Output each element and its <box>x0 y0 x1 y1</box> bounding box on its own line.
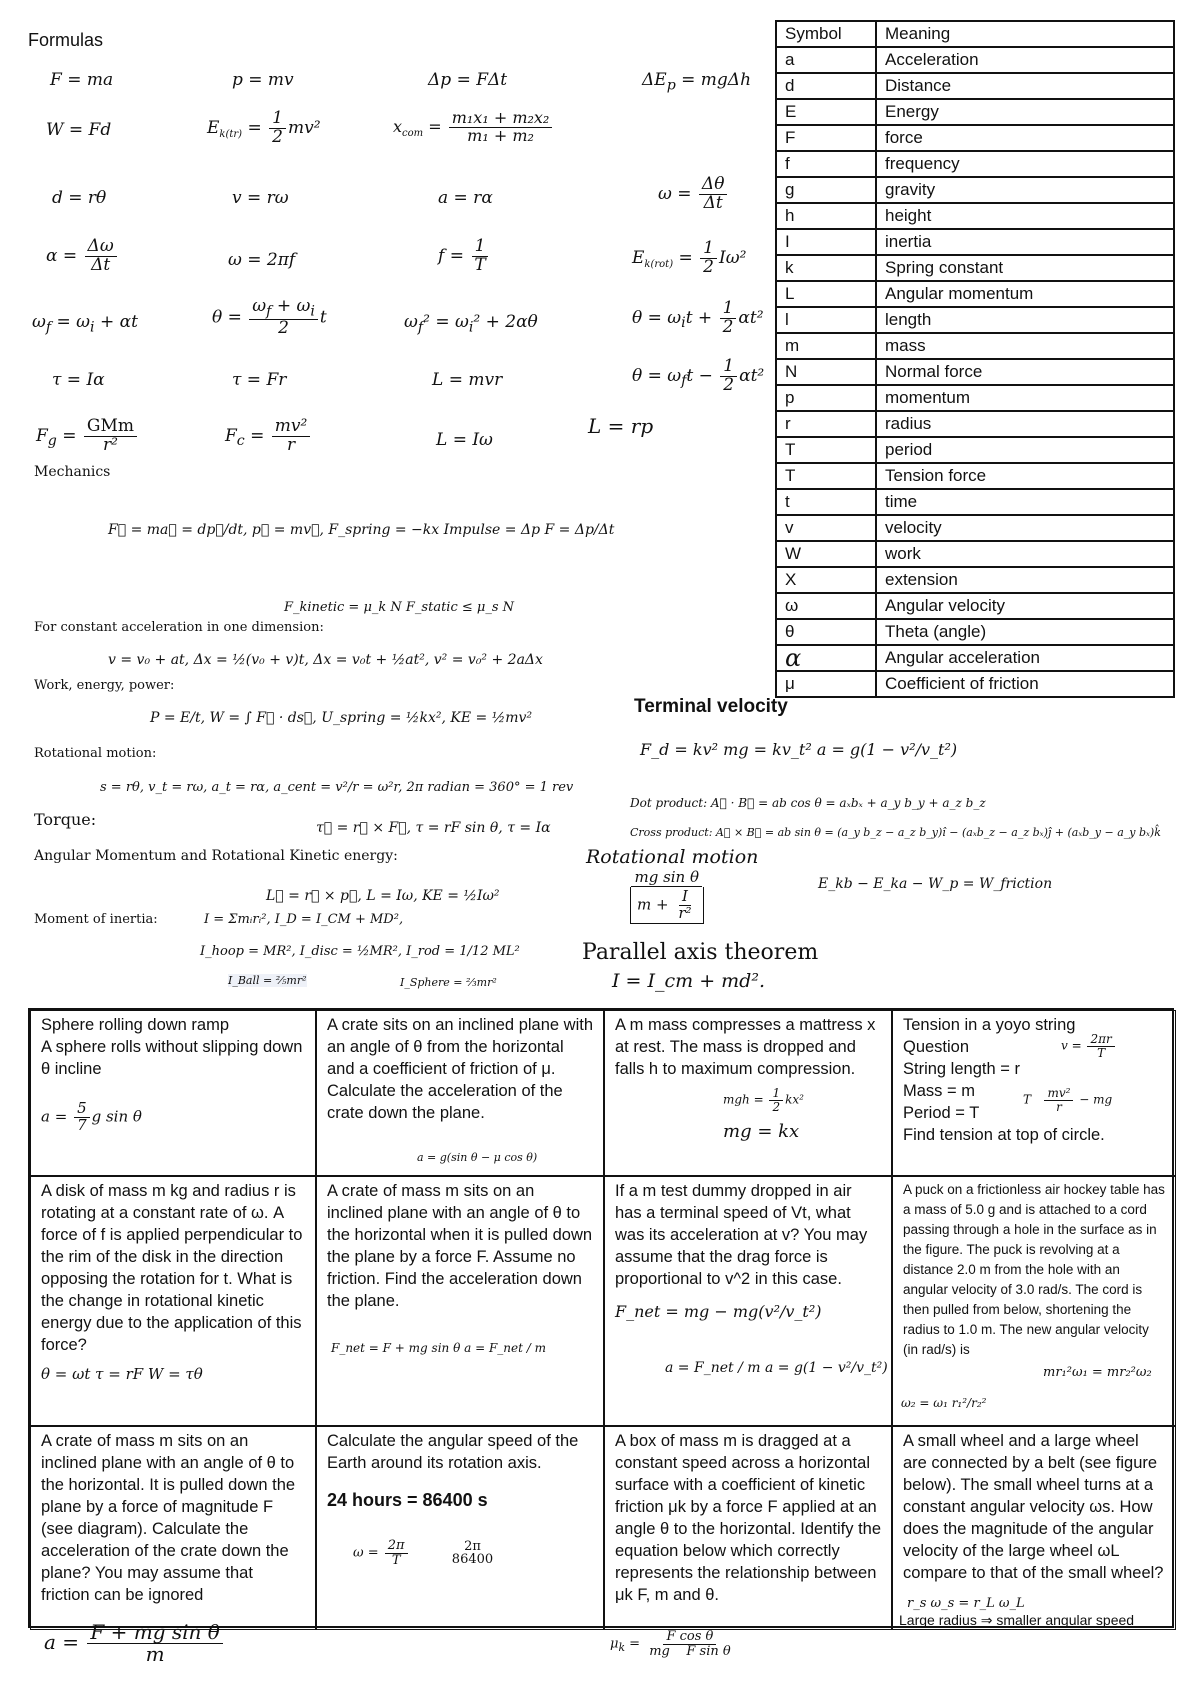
formula-omega-squared: $\omega_f^2 = \omega_i^2 + 2\alpha\theta$ <box>404 312 538 336</box>
meaning-cell: Coefficient of friction <box>876 671 1174 697</box>
symbol-row <box>776 671 1174 697</box>
problem-text: A small wheel and a large wheel are connected by a belt (see figure below). The small wheel turns at a constant angular velocity ωs. How does the magnitude of the angular velocity of the large wheel ωL compare to that of the small wheel? <box>903 1432 1164 1582</box>
problem-terminal-dummy <box>604 1176 892 1426</box>
meaning-cell: work <box>876 541 1174 567</box>
formula-rotational-ke: $E_{k(rot)}$ = $\frac{1}{2}$ Iω² <box>632 238 747 277</box>
meaning-cell: Energy <box>876 99 1174 125</box>
rotational-motion-heading: Rotational motion: <box>34 746 157 761</box>
formula-theta-average: θ = $\frac{\omega_f + \omega_i}{2}$ t <box>212 296 327 339</box>
meaning-cell: time <box>876 489 1174 515</box>
formula-gravitation: $F_g$ = $\frac{\text{GMm}}{\text{r²}}$ <box>36 418 139 455</box>
symbol-cell: k <box>776 255 876 281</box>
torque-heading: Torque: <box>34 810 97 829</box>
formula-kinetic-energy: $E_{k(tr)}$ = $\frac{1}{2}$ mv² <box>207 108 321 147</box>
meaning-cell: extension <box>876 567 1174 593</box>
problem-text: A disk of mass m kg and radius r is rotating at a constant rate of ω. A force of f is applied perpendicular to the rim of the disk in the direction opposing the rotation for t. What is the change in rotational kinetic energy due to the application of this force? <box>41 1182 303 1354</box>
header-meaning: Meaning <box>876 21 1174 47</box>
problem-text: A m mass compresses a mattress x at rest. The mass is dropped and falls h to maximum compression. <box>615 1016 876 1078</box>
problem-text: A puck on a frictionless air hockey table has a mass of 5.0 g and is attached to a cord passing through a hole in the surface as in the figure. The puck is revolving at a distance 2.0 m from the hole with an angular velocity of 3.0 rad/s. The cord is then pulled from below, shortening the radius to 1.0 m. The new angular velocity (in rad/s) is <box>903 1182 1165 1357</box>
formula-work: W = Fd <box>46 120 112 140</box>
symbol-row <box>776 359 1174 385</box>
formula-omega-frequency: ω = 2πf <box>228 250 296 270</box>
formula-angular-momentum-iw: L = Iω <box>436 430 493 450</box>
symbol-cell: v <box>776 515 876 541</box>
problem-equation-result: ω₂ = ω₁ r₁²/r₂² <box>901 1396 987 1410</box>
mechanics-line-inertia-shapes: I_hoop = MR², I_disc = ½MR², I_rod = 1/12 ML² <box>200 944 520 959</box>
meaning-cell: Normal force <box>876 359 1174 385</box>
meaning-cell: Spring constant <box>876 255 1174 281</box>
meaning-cell: mass <box>876 333 1174 359</box>
formula-tangential-accel: a = rα <box>438 188 493 208</box>
symbol-cell: N <box>776 359 876 385</box>
symbol-row <box>776 437 1174 463</box>
rotational-motion-equation: mg sin θ m + $\frac{I}{\text{r²}}$ <box>628 870 706 924</box>
symbol-row <box>776 385 1174 411</box>
problem-note: Large radius ⇒ smaller angular speed <box>899 1612 1135 1628</box>
symbol-row <box>776 177 1174 203</box>
box-dragged-equation: $\mu_k$ = $\frac{\text{F cos θ}}{\text{mg F sin θ}}$ <box>610 1629 731 1659</box>
work-energy-friction-equation: E_kb − E_ka − W_p = W_friction <box>818 876 1053 892</box>
problem-equation: ω = $\frac{2\pi}{T}$ 2π 86400 <box>353 1538 494 1568</box>
symbol-row <box>776 125 1174 151</box>
work-energy-heading: Work, energy, power: <box>34 678 175 693</box>
crate-incline-equation: a = $\frac{\text{F + mg sin θ}}{m}$ <box>44 1622 225 1665</box>
problem-mattress <box>604 1010 892 1176</box>
problem-text: A crate of mass m sits on an inclined plane with an angle of θ to the horizontal. It is pulled down the plane by a force of magnitude F (see diagram). Calculate the acceleration of the crate down the plane? You may assume that friction can be ignored <box>41 1432 296 1604</box>
symbol-row <box>776 281 1174 307</box>
mechanics-line-kinematics: v = v₀ + at, Δx = ½(v₀ + v)t, Δx = v₀t + ½at², v² = v₀² + 2aΔx <box>108 652 543 668</box>
mechanics-line-forces: F⃗ = ma⃗ = dp⃗/dt, p⃗ = mv⃗, F_spring = −kx Impulse = Δp F = Δp/Δt <box>108 522 615 538</box>
symbol-row <box>776 229 1174 255</box>
symbol-cell: E <box>776 99 876 125</box>
problem-crate-pulled <box>316 1176 604 1426</box>
meaning-cell: Distance <box>876 73 1174 99</box>
meaning-cell: inertia <box>876 229 1174 255</box>
problem-grid <box>28 1008 1174 1628</box>
formula-frequency-period: f = $\frac{1}{T}$ <box>438 238 491 275</box>
symbol-cell: α <box>776 645 876 671</box>
dot-product: Dot product: A⃗ · B⃗ = ab cos θ = aₓbₓ + a_y b_y + a_z b_z <box>630 796 986 810</box>
angular-momentum-heading: Angular Momentum and Rotational Kinetic energy: <box>34 848 398 864</box>
meaning-cell: gravity <box>876 177 1174 203</box>
problem-belt-wheels <box>892 1426 1176 1630</box>
problem-text: A crate of mass m sits on an inclined plane with an angle of θ to the horizontal when it is pulled down the plane by a force F. Assume no friction. Find the acceleration down the plane. <box>327 1182 593 1310</box>
problem-text: Sphere rolling down ramp A sphere rolls without slipping down θ incline <box>41 1016 303 1078</box>
header-symbol: Symbol <box>776 21 876 47</box>
problem-text: A crate sits on an inclined plane with an angle of θ from the horizontal and a coefficient of friction of μ. Calculate the acceleration of the crate down the plane. <box>327 1016 593 1122</box>
symbol-cell: X <box>776 567 876 593</box>
problem-equation: a = $\frac{5}{7}$ g sin θ <box>41 1099 142 1134</box>
problem-equation: θ = ωt τ = rF W = τθ <box>41 1365 203 1383</box>
meaning-cell: radius <box>876 411 1174 437</box>
problem-text: Tension in a yoyo string Question String length = r Mass = m Period = T Find tension at top of circle. <box>903 1016 1105 1144</box>
formula-theta-final: $\theta = \omega_ft$ − $\frac{1}{2}$ αt² <box>632 356 765 395</box>
const-accel-heading: For constant acceleration in one dimension: <box>34 620 324 635</box>
symbol-cell: θ <box>776 619 876 645</box>
meaning-cell: height <box>876 203 1174 229</box>
symbol-row <box>776 411 1174 437</box>
formula-omega-final: $\omega_f = \omega_i + \alpha t$ <box>32 312 138 336</box>
mechanics-line-friction: F_kinetic = μ_k N F_static ≤ μ_s N <box>284 600 515 615</box>
formula-torque-inertia: τ = Iα <box>52 370 105 390</box>
problem-text: Calculate the angular speed of the Earth around its rotation axis. <box>327 1432 579 1472</box>
terminal-velocity-equations: F_d = kv² mg = kv_t² a = g(1 − v²/v_t²) <box>640 740 958 759</box>
formula-newton-second: F = ma <box>50 70 114 90</box>
mechanics-line-torque: τ⃗ = r⃗ × F⃗, τ = rF sin θ, τ = Iα <box>316 820 551 836</box>
symbol-cell: r <box>776 411 876 437</box>
symbol-table <box>775 20 1175 698</box>
symbol-cell: h <box>776 203 876 229</box>
meaning-cell: Angular momentum <box>876 281 1174 307</box>
symbol-cell: l <box>776 307 876 333</box>
symbol-row <box>776 255 1174 281</box>
mechanics-line-inertia: I = Σmᵢrᵢ², I_D = I_CM + MD², <box>204 912 404 927</box>
symbol-row <box>776 73 1174 99</box>
symbol-row <box>776 203 1174 229</box>
meaning-cell: period <box>876 437 1174 463</box>
problem-equation-conservation: mr₁²ω₁ = mr₂²ω₂ <box>1043 1365 1152 1380</box>
formula-impulse: Δp = FΔt <box>428 70 508 90</box>
symbol-row <box>776 645 1174 671</box>
formula-angular-momentum-mvr: L = mvr <box>432 370 503 390</box>
meaning-cell: Theta (angle) <box>876 619 1174 645</box>
problem-air-hockey <box>892 1176 1176 1426</box>
formula-angular-accel: α = $\frac{\Delta\omega}{\Delta t}$ <box>46 238 119 275</box>
symbol-cell: W <box>776 541 876 567</box>
problem-crate-friction <box>316 1010 604 1176</box>
moment-of-inertia-heading: Moment of inertia: <box>34 912 158 927</box>
symbol-cell: d <box>776 73 876 99</box>
formula-angular-momentum-rp: L = rp <box>588 414 654 438</box>
symbol-cell: T <box>776 437 876 463</box>
terminal-velocity-heading: Terminal velocity <box>634 696 788 717</box>
formula-tangential-speed: v = rω <box>232 188 289 208</box>
problem-crate-incline-force <box>30 1426 316 1630</box>
inertia-sphere: I_Sphere = ⅔mr² <box>400 976 497 989</box>
mechanics-heading: Mechanics <box>34 464 111 480</box>
symbol-cell: T <box>776 463 876 489</box>
meaning-cell: Angular acceleration <box>876 645 1174 671</box>
meaning-cell: velocity <box>876 515 1174 541</box>
problem-equation-speed: v = $\frac{2\pi r}{T}$ <box>1061 1033 1117 1059</box>
symbol-cell: L <box>776 281 876 307</box>
formula-momentum: p = mv <box>232 70 294 90</box>
meaning-cell: Acceleration <box>876 47 1174 73</box>
problem-disk-torque <box>30 1176 316 1426</box>
symbol-cell: ω <box>776 593 876 619</box>
formulas-heading: Formulas <box>28 30 104 50</box>
formula-torque-force: τ = Fr <box>232 370 287 390</box>
formula-potential-energy: $\Delta E_p = mg\Delta h$ <box>642 70 752 94</box>
symbol-cell: a <box>776 47 876 73</box>
symbol-row <box>776 99 1174 125</box>
symbol-row <box>776 515 1174 541</box>
symbol-cell: g <box>776 177 876 203</box>
symbol-cell: f <box>776 151 876 177</box>
problem-equation: a = g(sin θ − μ cos θ) <box>417 1151 538 1164</box>
problem-box-dragged <box>604 1426 892 1630</box>
symbol-cell: μ <box>776 671 876 697</box>
symbol-cell: F <box>776 125 876 151</box>
symbol-table-header <box>776 21 1174 47</box>
problem-equation-force: mg = kx <box>723 1121 800 1142</box>
symbol-row <box>776 333 1174 359</box>
meaning-cell: Tension force <box>876 463 1174 489</box>
problem-earth-angular-speed <box>316 1426 604 1630</box>
meaning-cell: length <box>876 307 1174 333</box>
problem-equation-net: F_net = mg − mg(v²/v_t²) <box>615 1302 822 1321</box>
symbol-row <box>776 489 1174 515</box>
formula-theta-initial: $\theta = \omega_it$ + $\frac{1}{2}$ αt² <box>632 298 764 337</box>
symbol-row <box>776 47 1174 73</box>
problem-text: A box of mass m is dragged at a constant speed across a horizontal surface with a coefficient of kinetic friction μk by a force F applied at an angle θ to the horizontal. Identify the equation below which correctly represents the relationship between μk F, m and θ. <box>615 1432 882 1604</box>
symbol-cell: p <box>776 385 876 411</box>
meaning-cell: Angular velocity <box>876 593 1174 619</box>
symbol-row <box>776 619 1174 645</box>
meaning-cell: momentum <box>876 385 1174 411</box>
meaning-cell: force <box>876 125 1174 151</box>
mechanics-line-rotational: s = rθ, v_t = rω, a_t = rα, a_cent = v²/r = ω²r, 2π radian = 360° = 1 rev <box>100 780 574 795</box>
formula-angular-velocity: ω = $\frac{\Delta\theta}{\Delta t}$ <box>658 176 729 213</box>
problem-equation-energy: mgh = $\frac{1}{2}$ kx² <box>723 1086 804 1114</box>
problem-equation-tension: T $\frac{\text{mv²}}{r}$ − mg <box>1023 1086 1113 1114</box>
parallel-axis-heading: Parallel axis theorem <box>582 940 819 965</box>
problem-yoyo-tension <box>892 1010 1176 1176</box>
formula-center-of-mass: $x_{com}$ = $\frac{\text{m₁x₁ + m₂x₂}}{\text{m₁ + m₂}}$ <box>393 110 554 145</box>
problem-text: If a m test dummy dropped in air has a terminal speed of Vt, what was its acceleration at v? You may assume that the drag force is proportional to v^2 in this case. <box>615 1182 868 1288</box>
rotational-motion-title: Rotational motion <box>586 846 759 868</box>
inertia-ball: I_Ball = ⅖mr² <box>228 974 307 987</box>
problem-sphere-ramp <box>30 1010 316 1176</box>
formula-arc-length: d = rθ <box>52 188 107 208</box>
symbol-row <box>776 463 1174 489</box>
symbol-cell: I <box>776 229 876 255</box>
symbol-row <box>776 593 1174 619</box>
mechanics-line-work: P = E/t, W = ∫ F⃗ · ds⃗, U_spring = ½kx², KE = ½mv² <box>150 710 533 726</box>
hours-seconds: 24 hours = 86400 s <box>327 1490 488 1510</box>
symbol-row <box>776 567 1174 593</box>
symbol-row <box>776 151 1174 177</box>
mechanics-line-angular-momentum: L⃗ = r⃗ × p⃗, L = Iω, KE = ½Iω² <box>266 888 500 904</box>
cross-product: Cross product: A⃗ × B⃗ = ab sin θ = (a_y b_z − a_z b_y)î − (aₓb_z − a_z bₓ)ĵ + (aₓb_y − a_y bₓ)k̂ <box>630 826 1161 839</box>
meaning-cell: frequency <box>876 151 1174 177</box>
problem-equation-accel: a = F_net / m a = g(1 − v²/v_t²) <box>665 1360 888 1376</box>
symbol-cell: t <box>776 489 876 515</box>
problem-equation: r_s ω_s = r_L ω_L <box>907 1596 1025 1611</box>
formula-centripetal: $F_c$ = $\frac{\text{mv²}}{r}$ <box>225 418 312 455</box>
symbol-row <box>776 541 1174 567</box>
symbol-cell: m <box>776 333 876 359</box>
parallel-axis-equation: I = I_cm + md². <box>612 970 766 992</box>
symbol-row <box>776 307 1174 333</box>
problem-equation: F_net = F + mg sin θ a = F_net / m <box>331 1341 546 1355</box>
